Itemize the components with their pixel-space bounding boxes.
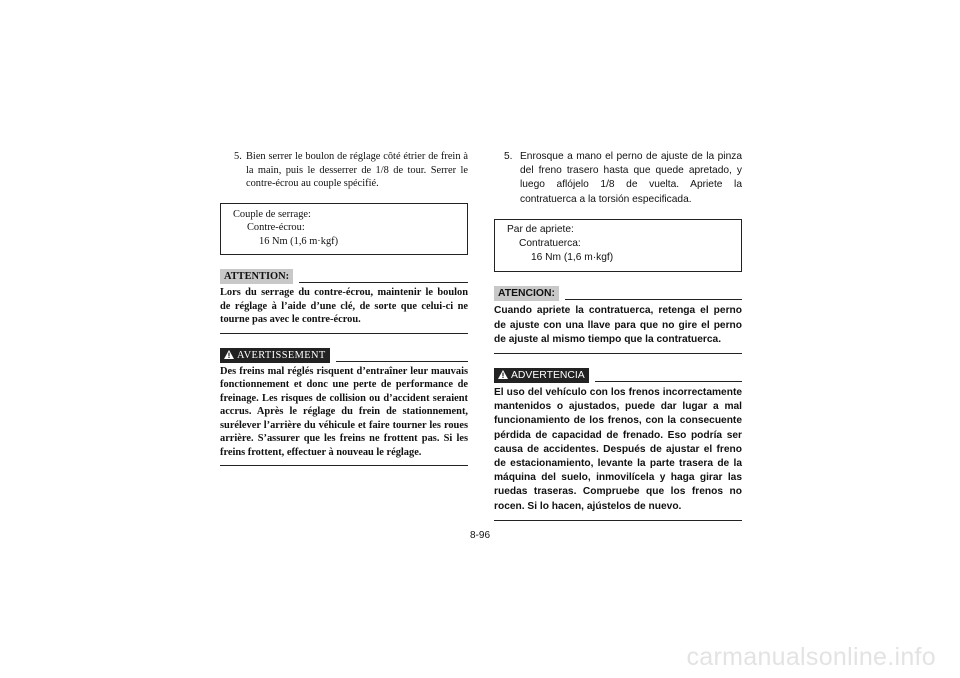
attention-header-fr [220, 269, 468, 284]
step-number: 5. [234, 151, 242, 162]
step-text: Bien serrer le boulon de réglage côté étrier de frein à la main, puis le desserrer de 1/8 de tour. Serrer le contre-écrou au couple spécifié. [246, 151, 468, 189]
page-number: 8-96 [469, 530, 490, 541]
torque-spec-box-es [494, 219, 742, 273]
attention-text-fr: Lors du serrage du contre-écrou, maintenir le boulon de réglage à l’aide d’une clé, de sorte que celui-ci ne tourne pas avec le contre-écrou. [220, 287, 468, 325]
warning-header-es [494, 368, 742, 383]
step-5-es [494, 150, 742, 207]
divider [220, 333, 468, 334]
warning-label-badge [220, 348, 330, 363]
attention-header-es [494, 286, 742, 301]
warning-header-fr [220, 348, 468, 363]
warning-label: AVERTISSEMENT [237, 349, 326, 361]
divider [494, 353, 742, 354]
spec-value: 16 Nm (1,6 m·kgf) [531, 252, 614, 264]
torque-spec-box-fr [220, 203, 468, 256]
attention-text-es: Cuando apriete la contratuerca, retenga el perno de ajuste con una llave para que no gire el perno de ajuste al mismo tiempo que la contratuerca. [494, 305, 742, 345]
warning-triangle-icon [224, 350, 234, 359]
warning-text-es: El uso del vehículo con los frenos incorrectamente mantenidos o ajustados, puede dar lugar a mal funcionamiento de los frenos, con la consecuente pérdida de capacidad de frenado. Eso podría ser causa de accidentes. Después de ajustar el freno de estacionamiento, levante la parte trasera de la máquina del suelo, inmovilícela y haga girar las ruedas traseras. Compruebe que los frenos no rocen. Si lo hacen, ajústelos de nuevo. [494, 387, 742, 512]
attention-label: ATTENTION: [220, 269, 293, 284]
warning-triangle-icon [498, 370, 508, 379]
divider [565, 299, 742, 300]
step-number: 5. [504, 151, 513, 162]
spec-item: Contre-écrou: [247, 222, 305, 233]
attention-label: ATENCION: [494, 286, 559, 301]
warning-label-badge [494, 368, 589, 383]
spec-title: Par de apriete: [507, 223, 574, 235]
warning-text-fr: Des freins mal réglés risquent d’entraîner leur mauvais fonctionnement et donc une perte de performance de freinage. Les risques de collision ou d’accident seraient accrus. Après le réglage du frein de stationnement, surélever l’arrière du véhicule et faire tourner les roues arrière. S’assurer que les freins ne frottent pas. Si les freins frottent, effectuer à nouveau le réglage. [220, 365, 468, 458]
warning-label: ADVERTENCIA [511, 370, 585, 382]
divider [220, 465, 468, 466]
step-5-fr [220, 150, 468, 191]
spanish-column [494, 150, 742, 521]
spec-title: Couple de serrage: [233, 208, 311, 220]
french-column [220, 150, 468, 466]
divider [494, 520, 742, 521]
step-text: Enrosque a mano el perno de ajuste de la pinza del freno trasero hasta que quede apretado, y luego aflójelo 1/8 de vuelta. Apriete la contratuerca a la torsión especificada. [520, 151, 742, 205]
spec-value: 16 Nm (1,6 m·kgf) [259, 235, 339, 247]
spec-item: Contratuerca: [519, 238, 581, 250]
divider [299, 282, 468, 283]
divider [336, 361, 468, 362]
watermark: carmanualsonline.info [686, 643, 936, 671]
divider [595, 381, 742, 382]
